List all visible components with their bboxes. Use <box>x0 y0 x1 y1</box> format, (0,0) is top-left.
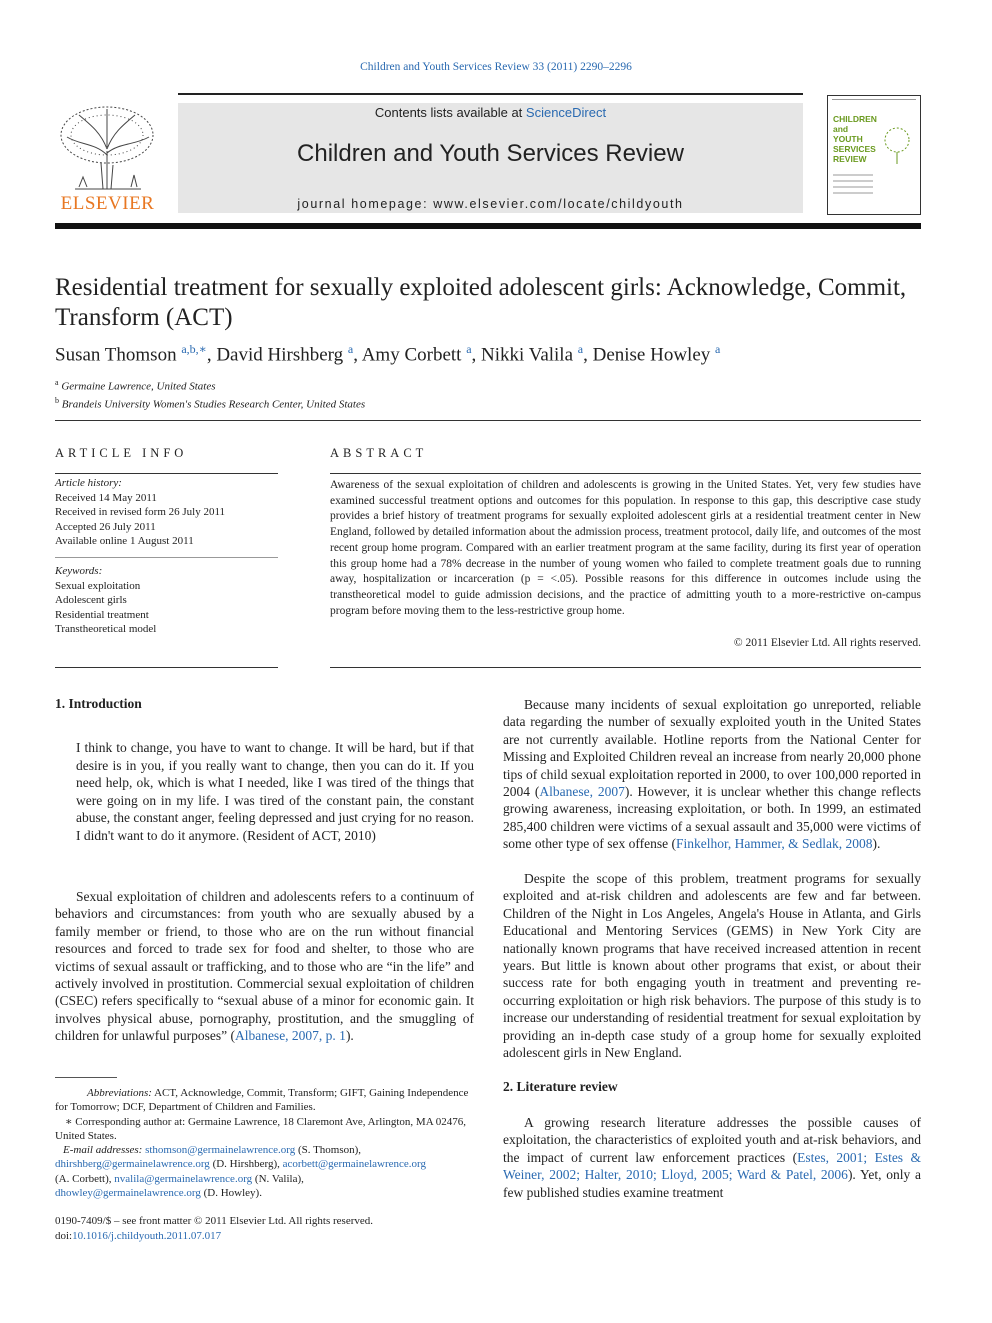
journal-citation[interactable]: Children and Youth Services Review 33 (2011) 2290–2296 <box>360 61 632 73</box>
email-link[interactable]: dhowley@germainelawrence.org <box>55 1187 201 1200</box>
abstract-bottom-rule <box>330 667 921 668</box>
journal-title: Children and Youth Services Review <box>297 140 684 167</box>
literature-review-heading: 2. Literature review <box>503 1079 618 1094</box>
history-item: Received in revised form 26 July 2011 <box>55 506 226 518</box>
keywords <box>55 564 278 637</box>
author-affiliation-mark[interactable]: a <box>715 342 721 356</box>
article-title: Residential treatment for sexually exploited adolescent girls: Acknowledge, Commit, Transform (ACT) <box>55 274 907 331</box>
history-item: Received 14 May 2011 <box>55 491 157 504</box>
intro-paragraph <box>55 888 474 1045</box>
article-info-heading: ARTICLE INFO <box>55 446 188 460</box>
footnote-emails <box>55 1143 475 1200</box>
email-owner: (A. Corbett), <box>55 1172 112 1185</box>
author-name: David Hirshberg <box>216 344 344 366</box>
affiliation-mark: a <box>55 378 59 387</box>
author-name: Amy Corbett <box>361 344 462 366</box>
article-info-bottom-rule <box>55 667 278 668</box>
masthead-top-rule <box>178 93 803 95</box>
citation-link[interactable]: Albanese, 2007 <box>539 784 625 800</box>
issn-text: 0190-7409/$ – see front matter © 2011 Elsevier Ltd. All rights reserved. <box>55 1215 374 1227</box>
author-affiliation-mark[interactable]: a <box>347 342 354 356</box>
keywords-label: Keywords: <box>55 565 103 577</box>
history-item: Accepted 26 July 2011 <box>55 520 156 533</box>
affiliation-text: Brandeis University Women's Studies Research Center, United States <box>61 398 366 411</box>
elsevier-logo <box>55 103 160 215</box>
journal-homepage[interactable]: journal homepage: www.elsevier.com/locate/childyouth <box>297 197 684 211</box>
affiliation-mark: b <box>55 396 59 406</box>
author-affiliation-mark[interactable]: a <box>466 342 472 356</box>
doi-link[interactable]: 10.1016/j.childyouth.2011.07.017 <box>72 1229 222 1242</box>
sciencedirect-link[interactable]: ScienceDirect <box>525 105 607 120</box>
article-info-rule <box>55 473 278 474</box>
author-name: Denise Howley <box>592 344 711 366</box>
footnote-text: ACT, Acknowledge, Commit, Transform; GIFT, Gaining Independence for Tomorrow; DCF, Department of Children and Families. <box>55 1087 469 1114</box>
citation-link[interactable]: Finkelhor, Hammer, & Sedlak, 2008 <box>675 836 873 852</box>
email-owner: (D. Howley). <box>200 1187 262 1200</box>
epigraph-quote: I think to change, you have to want to change. It will be hard, but if that desire is in you, if you really want to change, then you can do it. If you need help, ok, which is what I needed, like I was tired of the things that were going on in my life. I was tired of the constant pain, the constant abuse, the constant anger, feeling depressed and just crying for no reason. I didn't want to do it anymore. (Resident of ACT, 2010) <box>76 740 474 843</box>
paragraph-text: Sexual exploitation of children and adolescents refers to a continuum of behaviors and circumstances: from youth who are sexually abused by a family member or friend, to those who are on the run without financial resources and forced to trade sex for food and shelter, to those who are victims of sexual assault or trafficking, and to those who are “in the life” and actively involved in prostitution. Commercial sexual exploitation of children (CSEC) refers specifically to “sexual abuse of a minor for economic gain. It involves physical abuse, pornography, prostitution, and the smuggling of children for unlawful purposes” ( <box>55 889 474 1044</box>
introduction-heading: 1. Introduction <box>55 696 142 711</box>
author-name: Nikki Valila <box>481 344 574 366</box>
keyword: Transtheoretical model <box>55 623 157 635</box>
journal-cover-thumbnail <box>827 95 921 215</box>
abstract-rule <box>330 473 921 474</box>
affiliation-item <box>55 376 365 394</box>
abstract-copyright: © 2011 Elsevier Ltd. All rights reserved. <box>733 637 921 649</box>
keyword: Residential treatment <box>55 608 149 621</box>
email-owner: (D. Hirshberg), <box>209 1158 280 1171</box>
cover-text-lines <box>833 174 873 198</box>
footnote-abbreviations <box>55 1086 475 1115</box>
intro-paragraph <box>503 696 921 853</box>
cover-title: CHILDREN and YOUTH SERVICES REVIEW <box>833 114 877 164</box>
email-link[interactable]: sthomson@germainelawrence.org <box>145 1144 296 1157</box>
section-divider <box>55 420 921 421</box>
article-info-mid-rule <box>55 557 278 558</box>
email-owner: (N. Valila), <box>252 1172 304 1185</box>
cover-tree-icon <box>880 126 914 166</box>
article-history <box>55 476 278 549</box>
paragraph-text: ). <box>872 836 881 852</box>
cover-header-rule <box>832 99 916 103</box>
paragraph-text: A growing research literature addresses the possible causes of exploitation, the characteristics of exploited youth and at-risk behaviors, and the impact of current law enforcement practices ( <box>503 1115 921 1165</box>
footnote-rule <box>55 1077 117 1078</box>
email-owner: (S. Thomson), <box>295 1144 362 1157</box>
keyword: Sexual exploitation <box>55 579 141 592</box>
footnote-corresponding: ∗ Corresponding author at: Germaine Lawrence, 18 Claremont Ave, Arlington, MA 02476, United States. <box>55 1115 467 1142</box>
issn-line <box>55 1214 475 1243</box>
history-label: Article history: <box>55 477 122 489</box>
elsevier-wordmark: ELSEVIER <box>60 193 155 214</box>
doi-line <box>55 1229 475 1244</box>
footnote-label: Abbreviations: <box>87 1087 152 1099</box>
email-link[interactable]: acorbett@germainelawrence.org <box>282 1158 427 1171</box>
citation-link[interactable]: Estes, 2001; Estes & Weiner, 2002; Halter, 2010; Lloyd, 2005; Ward & Patel, 2006 <box>503 1149 921 1183</box>
author-affiliation-mark[interactable]: a <box>577 342 584 356</box>
affiliation-item <box>55 394 365 412</box>
contents-prefix: Contents lists available at <box>374 105 526 120</box>
paragraph-text: ). Yet, only a few published studies examine treatment <box>503 1167 921 1200</box>
keyword: Adolescent girls <box>55 594 127 606</box>
email-link[interactable]: dhirshberg@germainelawrence.org <box>55 1158 210 1171</box>
intro-paragraph: Despite the scope of this problem, treatment programs for sexually exploited and at-risk children and adolescents are few and far between. Children of the Night in Los Angeles, Angela's House in Atlanta, and Girls Educational and Mentoring Services (GEMS) in New York City are nationally known programs that have received increased attention in recent years. But little is known about other programs that exist, or about their success rate for both engaging youth in treatment and preventing re-occurring exploitation or high risk behaviors. The purpose of this study is to increase our understanding of residential treatment for sexual exploitation by providing an in-depth case study of a group home for sexually exploited adolescent girls in New England. <box>503 871 921 1061</box>
doi-label: doi: <box>55 1229 73 1242</box>
paragraph-text: ). However, it is unclear whether this change reflects growing awareness, increasing exploitation, or both. In 1999, an estimated 285,400 children were victims of a sexual assault and 35,000 were victims of some other type of sex offense ( <box>503 784 922 852</box>
author-affiliation-mark[interactable]: a,b,∗ <box>181 342 207 356</box>
citation-link[interactable]: Albanese, 2007, p. 1 <box>234 1028 346 1044</box>
history-item: Available online 1 August 2011 <box>55 535 194 547</box>
email-link[interactable]: nvalila@germainelawrence.org <box>114 1172 253 1185</box>
affiliations <box>55 376 365 412</box>
masthead-bottom-rule <box>55 223 921 229</box>
elsevier-tree-icon <box>55 103 160 191</box>
footnotes <box>55 1086 475 1200</box>
abstract-text: Awareness of the sexual exploitation of children and adolescents is growing in the United States. Yet, very few studies have examined successful treatment options and outcomes for this population. In response to this gap, this descriptive case study provides a brief history of treatment programs for sexually exploited adolescent girls at a residential treatment center in New England, followed by detailed information about the admission process, treatment protocol, daily life, and outcomes of the most recent group home program. Compared with an earlier treatment program at the same facility, during its first year of operation this group home had a 78% decrease in the number of young women who failed to complete treatment goals due to running away, hospitalization or incarceration (p = <.05). Possible reasons for this difference in outcomes include using the transtheoretical model to guide admission decisions, and the practice of admitting youth to a more-restrictive on-campus program before moving them to the less-restrictive group home. <box>330 479 921 617</box>
abstract-heading: ABSTRACT <box>330 446 428 460</box>
footnote-label: E-mail addresses: <box>63 1144 143 1157</box>
author-list: Susan Thomson $^{a,b,∗}$, David Hirshberg $^a$, Amy Corbett $^a$, Nikki Valila $^a$, Denise Howley $^a$ <box>55 342 721 366</box>
literature-paragraph <box>503 1114 921 1201</box>
contents-availability <box>178 105 803 120</box>
paragraph-text: Because many incidents of sexual exploitation go unreported, reliable data regarding the number of sexually exploited youth in the United States are not currently available. Hotline reports from the National Center for Missing and Exploited Children reveal an increase from nearly 20,000 phone tips of child sexual exploitation reported in 2000, to over 100,000 reported in 2004 ( <box>503 697 921 800</box>
affiliation-text: Germaine Lawrence, United States <box>61 380 216 393</box>
paragraph-text: ). <box>345 1028 354 1044</box>
author-name: Susan Thomson <box>55 344 177 366</box>
